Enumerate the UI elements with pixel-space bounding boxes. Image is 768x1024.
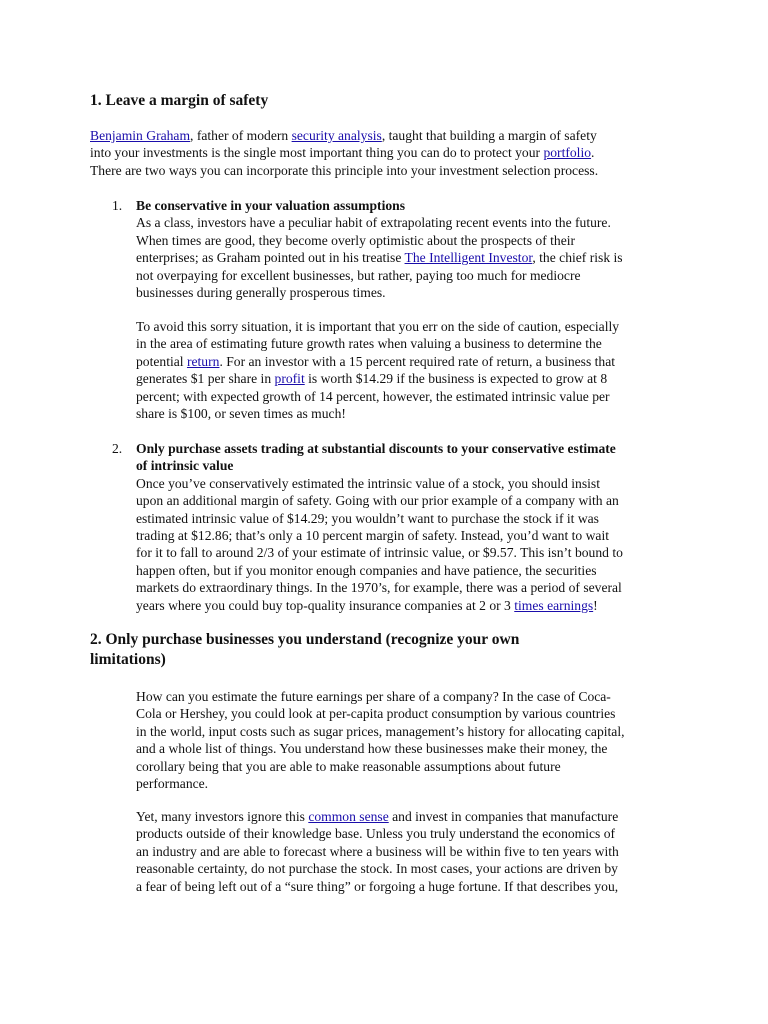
paragraph-line: markets do extraordinary things. In the 1970’s, for example, there was a period of several	[136, 580, 622, 596]
section-heading-understand-businesses	[90, 630, 650, 670]
paragraph-line: trading at $12.86; that’s only a 10 percent margin of safety. Instead, you’d want to wait	[136, 528, 610, 544]
paragraph-text: enterprises; as Graham pointed out in his treatise	[136, 250, 405, 266]
paragraph-line: for it to fall to around 2/3 of your estimate of intrinsic value, or $9.57. This isn’t bound to	[136, 545, 623, 561]
paragraph-line: and a whole list of things. You understand how these businesses make their money, the	[136, 741, 608, 757]
paragraph-line: estimated intrinsic value of $14.29; you wouldn’t want to purchase the stock if it was	[136, 510, 599, 526]
paragraph-text: and invest in companies that manufacture	[388, 809, 619, 824]
paragraph-line: performance.	[136, 776, 209, 792]
link-security-analysis[interactable]: security analysis	[291, 128, 382, 143]
link-the-intelligent-investor[interactable]: The Intelligent Investor	[404, 250, 533, 266]
intro-text: into your investments is the single most important thing you can do to protect your	[90, 145, 544, 161]
paragraph-text: !	[593, 597, 598, 613]
link-profit[interactable]: profit	[274, 371, 305, 387]
heading-line: limitations)	[90, 651, 166, 668]
link-return[interactable]: return	[186, 353, 220, 369]
paragraph-line: reasonable certainty, do not purchase the stock. In most cases, your actions are driven by	[136, 861, 618, 877]
heading-line: 2. Only purchase businesses you understand (recognize your own	[90, 631, 520, 648]
paragraph-line: not overpaying for excellent businesses, but rather, paying too much for mediocre	[136, 267, 581, 283]
paragraph-line: in the world, input costs such as sugar prices, management’s history for allocating capital,	[136, 723, 625, 739]
paragraph-text: , the chief risk is	[532, 250, 623, 266]
paragraph-line: When times are good, they become overly optimistic about the prospects of their	[136, 232, 576, 248]
intro-paragraph	[90, 127, 598, 179]
paragraph-line	[136, 370, 619, 387]
paragraph-avoid-sorry-situation	[136, 318, 619, 422]
link-times-earnings[interactable]: times earnings	[514, 597, 594, 613]
link-common-sense[interactable]: common sense	[308, 809, 389, 824]
intro-line-3: There are two ways you can incorporate this principle into your investment selection process.	[90, 162, 599, 178]
link-portfolio[interactable]: portfolio	[543, 145, 592, 161]
intro-text: , father of modern	[190, 128, 292, 143]
paragraph-line: businesses during generally prosperous times.	[136, 285, 386, 301]
paragraph-text: . For an investor with a 15 percent required rate of return, a business that	[219, 353, 616, 369]
list-item-title: Only purchase assets trading at substantial discounts to your conservative estimate	[136, 441, 616, 456]
paragraph-line: How can you estimate the future earnings per share of a company? In the case of Coca-	[136, 689, 611, 704]
list-number-1: 1.	[112, 198, 123, 213]
link-benjamin-graham[interactable]: Benjamin Graham	[90, 128, 191, 143]
paragraph-text: Yet, many investors ignore this	[136, 809, 309, 824]
paragraph-line	[136, 597, 623, 614]
intro-line-2	[90, 144, 598, 161]
paragraph-text: potential	[136, 353, 187, 369]
list-item-title: of intrinsic value	[136, 458, 234, 474]
paragraph-line: To avoid this sorry situation, it is important that you err on the side of caution, especially	[136, 319, 620, 334]
paragraph-text: generates $1 per share in	[136, 371, 275, 387]
paragraph-line: a fear of being left out of a “sure thing” or forgoing a huge fortune. If that describes you,	[136, 878, 619, 894]
paragraph-line: Once you’ve conservatively estimated the intrinsic value of a stock, you should insist	[136, 475, 600, 491]
paragraph-line: an industry and are able to forecast where a business will be within five to ten years with	[136, 843, 619, 859]
paragraph-line: upon an additional margin of safety. Going with our prior example of a company with an	[136, 493, 619, 509]
section-heading-margin-of-safety: 1. Leave a margin of safety	[90, 92, 269, 109]
list-item-title: Be conservative in your valuation assumptions	[136, 198, 406, 213]
list-number-2: 2.	[112, 441, 123, 456]
paragraph-line: happen often, but if you monitor enough companies and have patience, the securities	[136, 562, 597, 578]
paragraph-text: is worth $14.29 if the business is expected to grow at 8	[304, 371, 608, 387]
paragraph-line: products outside of their knowledge base. Unless you truly understand the economics of	[136, 826, 616, 842]
paragraph-line: in the area of estimating future growth rates when valuing a business to determine the	[136, 336, 602, 352]
list-item-substantial-discounts	[136, 440, 623, 614]
paragraph-line: corollary being that you are able to make reasonable assumptions about future	[136, 758, 561, 774]
paragraph-estimate-earnings	[136, 688, 625, 792]
paragraph-text: years where you could buy top-quality insurance companies at 2 or 3	[136, 597, 515, 613]
paragraph-common-sense	[136, 808, 619, 895]
intro-line-1	[90, 127, 598, 144]
paragraph-line: As a class, investors have a peculiar habit of extrapolating recent events into the future.	[136, 215, 611, 231]
paragraph-line: percent; with expected growth of 14 percent, however, the estimated intrinsic value per	[136, 388, 610, 404]
intro-text: , taught that building a margin of safety	[381, 128, 597, 143]
paragraph-line: share is $100, or seven times as much!	[136, 406, 346, 422]
paragraph-line	[136, 353, 619, 370]
paragraph-line	[136, 249, 623, 266]
paragraph-line: Cola or Hershey, you could look at per-capita product consumption by various countries	[136, 706, 616, 722]
paragraph-line	[136, 808, 619, 825]
list-item-conservative-valuation	[136, 197, 623, 301]
intro-text: .	[591, 145, 595, 161]
